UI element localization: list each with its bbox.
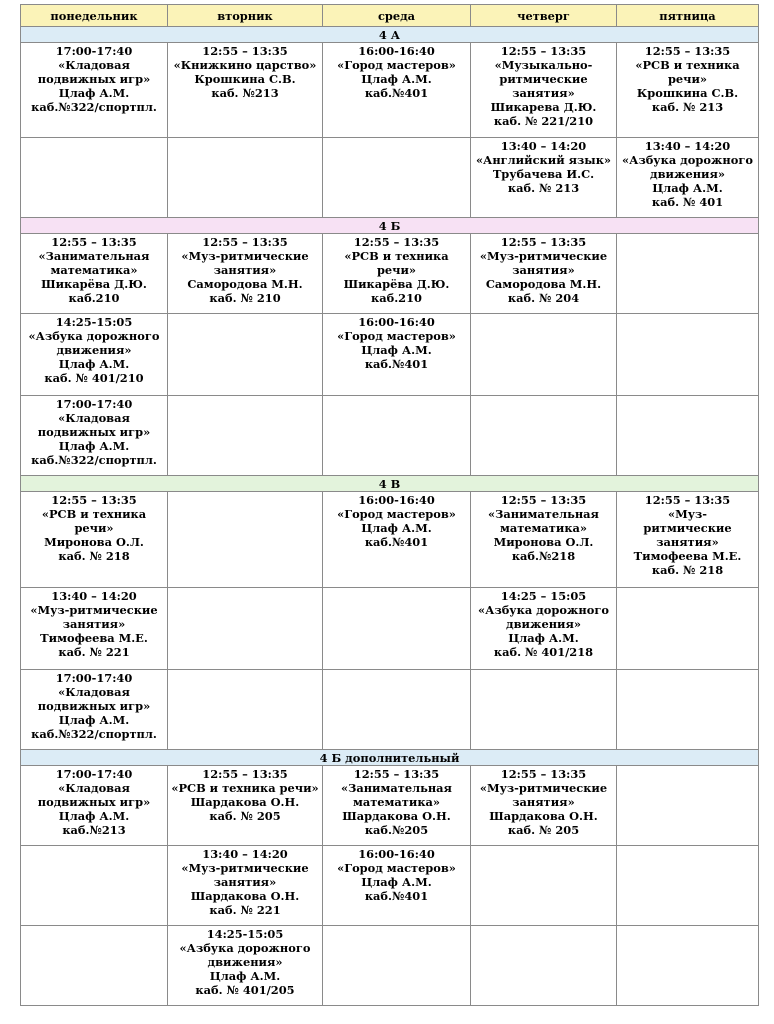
class-group-title: 4 А: [21, 27, 759, 43]
lesson-line: Тимофеева М.Е.: [633, 549, 742, 563]
lesson-line: каб.№218: [511, 549, 576, 563]
lesson-cell: [617, 43, 759, 138]
lesson-line: Шикарёва Д.Ю.: [41, 277, 147, 291]
lesson-time: 12:55 – 13:35: [500, 493, 587, 507]
lesson-cell: [323, 314, 471, 396]
empty-cell: [323, 396, 471, 476]
lesson-line: Шардакова О.Н.: [190, 889, 300, 903]
class-group-row: [21, 750, 759, 766]
lesson-time: 13:40 – 14:20: [202, 847, 288, 861]
empty-cell: [21, 846, 168, 926]
lesson-line: подвижных игр»: [37, 72, 151, 86]
lesson-line: занятия»: [512, 795, 575, 809]
lesson-line: каб.№322/спортпл.: [31, 100, 157, 114]
lesson-line: речи»: [376, 263, 417, 277]
empty-cell: [168, 670, 323, 750]
lesson-line: «Город мастеров»: [337, 861, 456, 875]
lesson-line: каб. № 205: [507, 823, 580, 837]
lesson-line: Самородова М.Н.: [485, 277, 602, 291]
lesson-time: 12:55 – 13:35: [202, 767, 288, 781]
lesson-line: Цлаф А.М.: [58, 439, 130, 453]
lesson-line: подвижных игр»: [37, 425, 151, 439]
lesson-cell: [21, 766, 168, 846]
lesson-line: Шардакова О.Н.: [342, 809, 451, 823]
lesson-line: «Занимательная: [38, 249, 150, 263]
lesson-line: движения»: [207, 955, 283, 969]
lesson-line: подвижных игр»: [37, 795, 151, 809]
lesson-line: «РСВ и техника речи»: [171, 781, 319, 795]
lesson-line: каб.№401: [364, 86, 429, 100]
lesson-line: каб. № 210: [209, 291, 281, 305]
empty-cell: [617, 234, 759, 314]
lesson-row: [21, 396, 759, 476]
lesson-cell: [21, 492, 168, 588]
lesson-line: Миронова О.Л.: [44, 535, 144, 549]
lesson-cell: [168, 846, 323, 926]
lesson-line: математика»: [50, 263, 138, 277]
lesson-line: движения»: [505, 617, 582, 631]
lesson-cell: [21, 588, 168, 670]
lesson-line: движения»: [649, 167, 726, 181]
lesson-line: каб.№401: [364, 889, 429, 903]
day-header-thursday: четверг: [471, 5, 617, 27]
lesson-time: 12:55 – 13:35: [202, 235, 288, 249]
empty-cell: [617, 670, 759, 750]
lesson-line: занятия»: [656, 535, 719, 549]
empty-cell: [323, 926, 471, 1006]
lesson-line: каб.№401: [364, 535, 429, 549]
lesson-cell: [617, 138, 759, 218]
lesson-line: движения»: [56, 343, 132, 357]
lesson-line: Крошкина С.В.: [194, 72, 296, 86]
lesson-line: Цлаф А.М.: [58, 357, 130, 371]
empty-cell: [323, 670, 471, 750]
lesson-line: «Муз-ритмические: [181, 861, 309, 875]
lesson-line: «Книжкино царство»: [173, 58, 317, 72]
lesson-cell: [323, 492, 471, 588]
lesson-line: Тимофеева М.Е.: [40, 631, 148, 645]
lesson-cell: [21, 234, 168, 314]
empty-cell: [617, 396, 759, 476]
lesson-row: [21, 492, 759, 588]
lesson-line: Шардакова О.Н.: [489, 809, 598, 823]
lesson-line: «Азбука дорожного: [622, 153, 753, 167]
lesson-line: речи»: [667, 72, 708, 86]
empty-cell: [617, 926, 759, 1006]
lesson-line: «Город мастеров»: [337, 329, 456, 343]
lesson-row: [21, 588, 759, 670]
lesson-cell: [21, 396, 168, 476]
lesson-cell: [323, 846, 471, 926]
lesson-line: каб. № 401/205: [195, 983, 295, 997]
lesson-row: [21, 314, 759, 396]
class-group-row: [21, 27, 759, 43]
lesson-line: каб.№401: [364, 357, 429, 371]
lesson-line: каб.№322/спортпл.: [31, 727, 157, 741]
lesson-line: Крошкина С.В.: [636, 86, 739, 100]
lesson-line: занятия»: [512, 86, 575, 100]
lesson-line: занятия»: [62, 617, 126, 631]
lesson-line: каб. № 204: [507, 291, 580, 305]
lesson-line: каб. № 218: [651, 563, 724, 577]
lesson-line: каб. № 213: [651, 100, 724, 114]
lesson-line: каб. № 205: [209, 809, 281, 823]
empty-cell: [471, 396, 617, 476]
lesson-line: Трубачева И.С.: [492, 167, 595, 181]
lesson-line: каб. № 213: [507, 181, 580, 195]
lesson-time: 12:55 – 13:35: [500, 767, 587, 781]
empty-cell: [168, 492, 323, 588]
lesson-line: «Азбука дорожного: [478, 603, 609, 617]
lesson-line: «Муз-: [667, 507, 708, 521]
empty-cell: [168, 314, 323, 396]
lesson-line: ритмические: [643, 521, 732, 535]
day-header-wednesday: среда: [323, 5, 471, 27]
lesson-row: [21, 926, 759, 1006]
lesson-line: «Английский язык»: [475, 153, 612, 167]
lesson-cell: [471, 234, 617, 314]
lesson-line: Цлаф А.М.: [361, 875, 432, 889]
lesson-line: подвижных игр»: [37, 699, 151, 713]
lesson-line: «Кладовая: [58, 58, 130, 72]
lesson-line: каб. № 401/218: [493, 645, 594, 659]
lesson-row: [21, 138, 759, 218]
lesson-time: 16:00-16:40: [358, 44, 435, 58]
lesson-time: 17:00-17:40: [55, 397, 133, 411]
lesson-line: Шикарёва Д.Ю.: [343, 277, 450, 291]
class-group-row: [21, 218, 759, 234]
empty-cell: [168, 396, 323, 476]
lesson-cell: [168, 43, 323, 138]
lesson-line: каб. № 401/210: [44, 371, 144, 385]
lesson-line: «Азбука дорожного: [28, 329, 160, 343]
empty-cell: [471, 314, 617, 396]
lesson-line: ритмические: [499, 72, 588, 86]
lesson-cell: [471, 492, 617, 588]
empty-cell: [617, 766, 759, 846]
empty-cell: [471, 670, 617, 750]
lesson-line: Шардакова О.Н.: [190, 795, 300, 809]
lesson-line: Цлаф А.М.: [361, 343, 432, 357]
lesson-line: «РСВ и техника: [635, 58, 740, 72]
lesson-cell: [21, 670, 168, 750]
empty-cell: [617, 314, 759, 396]
lesson-line: каб.№322/спортпл.: [31, 453, 157, 467]
lesson-row: [21, 766, 759, 846]
lesson-line: «Муз-ритмические: [479, 781, 608, 795]
lesson-time: 12:55 – 13:35: [500, 235, 587, 249]
lesson-line: занятия»: [213, 875, 277, 889]
lesson-time: 14:25-15:05: [206, 927, 284, 941]
lesson-time: 12:55 – 13:35: [644, 44, 731, 58]
lesson-line: «Муз-ритмические: [479, 249, 608, 263]
class-group-title: 4 Б: [21, 218, 759, 234]
lesson-time: 17:00-17:40: [55, 671, 133, 685]
empty-cell: [617, 588, 759, 670]
lesson-line: Шикарева Д.Ю.: [490, 100, 597, 114]
lesson-time: 13:40 – 14:20: [500, 139, 587, 153]
lesson-line: каб. № 221: [209, 903, 281, 917]
lesson-row: [21, 846, 759, 926]
lesson-line: Миронова О.Л.: [493, 535, 594, 549]
lesson-line: каб.210: [68, 291, 120, 305]
lesson-line: занятия»: [213, 263, 277, 277]
lesson-cell: [323, 766, 471, 846]
lesson-line: Цлаф А.М.: [58, 713, 130, 727]
lesson-time: 16:00-16:40: [358, 493, 435, 507]
lesson-time: 14:25 – 15:05: [500, 589, 587, 603]
lesson-line: каб. №213: [211, 86, 279, 100]
class-group-row: [21, 476, 759, 492]
lesson-line: математика»: [352, 795, 441, 809]
empty-cell: [323, 588, 471, 670]
lesson-line: «Муз-ритмические: [30, 603, 158, 617]
lesson-cell: [168, 926, 323, 1006]
lesson-line: «Кладовая: [58, 685, 130, 699]
empty-cell: [168, 588, 323, 670]
schedule-table: [20, 4, 759, 1006]
lesson-row: [21, 670, 759, 750]
lesson-line: «Занимательная: [341, 781, 452, 795]
lesson-line: речи»: [74, 521, 114, 535]
lesson-time: 14:25-15:05: [55, 315, 133, 329]
lesson-time: 13:40 – 14:20: [644, 139, 731, 153]
lesson-time: 12:55 – 13:35: [353, 235, 440, 249]
lesson-line: «Музыкально-: [494, 58, 593, 72]
lesson-row: [21, 234, 759, 314]
lesson-cell: [617, 492, 759, 588]
lesson-cell: [21, 43, 168, 138]
lesson-time: 12:55 – 13:35: [51, 235, 137, 249]
header-row: [21, 5, 759, 27]
lesson-cell: [471, 43, 617, 138]
lesson-time: 12:55 – 13:35: [51, 493, 137, 507]
lesson-cell: [471, 138, 617, 218]
lesson-line: каб. № 221: [58, 645, 130, 659]
day-header-friday: пятница: [617, 5, 759, 27]
lesson-line: «Город мастеров»: [337, 507, 456, 521]
lesson-cell: [21, 314, 168, 396]
class-group-title: 4 В: [21, 476, 759, 492]
day-header-monday: понедельник: [21, 5, 168, 27]
lesson-line: «Город мастеров»: [337, 58, 456, 72]
lesson-line: математика»: [499, 521, 588, 535]
class-group-title: 4 Б дополнительный: [21, 750, 759, 766]
lesson-line: Цлаф А.М.: [361, 521, 432, 535]
lesson-time: 12:55 – 13:35: [202, 44, 288, 58]
lesson-line: Цлаф А.М.: [361, 72, 432, 86]
empty-cell: [168, 138, 323, 218]
lesson-line: Цлаф А.М.: [508, 631, 579, 645]
lesson-time: 12:55 – 13:35: [644, 493, 731, 507]
lesson-line: каб.№213: [62, 823, 126, 837]
lesson-cell: [168, 234, 323, 314]
lesson-line: каб.210: [371, 291, 422, 305]
schedule-body: [21, 27, 759, 1006]
lesson-line: каб.№205: [364, 823, 429, 837]
lesson-cell: [323, 43, 471, 138]
lesson-line: «РСВ и техника: [41, 507, 147, 521]
lesson-row: [21, 43, 759, 138]
lesson-cell: [323, 234, 471, 314]
empty-cell: [21, 926, 168, 1006]
lesson-time: 17:00-17:40: [55, 767, 133, 781]
lesson-line: Цлаф А.М.: [652, 181, 723, 195]
lesson-line: «Кладовая: [58, 781, 130, 795]
lesson-time: 12:55 – 13:35: [500, 44, 587, 58]
empty-cell: [323, 138, 471, 218]
lesson-cell: [168, 766, 323, 846]
empty-cell: [617, 846, 759, 926]
lesson-line: «Муз-ритмические: [181, 249, 309, 263]
lesson-time: 16:00-16:40: [358, 847, 435, 861]
empty-cell: [471, 846, 617, 926]
lesson-line: Цлаф А.М.: [209, 969, 281, 983]
empty-cell: [471, 926, 617, 1006]
lesson-time: 17:00-17:40: [55, 44, 133, 58]
lesson-line: «Азбука дорожного: [179, 941, 311, 955]
lesson-time: 13:40 – 14:20: [51, 589, 137, 603]
lesson-line: каб. № 221/210: [493, 114, 594, 128]
lesson-cell: [471, 588, 617, 670]
lesson-line: «Занимательная: [488, 507, 599, 521]
lesson-line: Цлаф А.М.: [58, 809, 130, 823]
lesson-time: 12:55 – 13:35: [353, 767, 440, 781]
empty-cell: [21, 138, 168, 218]
lesson-cell: [471, 766, 617, 846]
day-header-tuesday: вторник: [168, 5, 323, 27]
lesson-line: каб. № 401: [651, 195, 724, 209]
lesson-line: «Кладовая: [58, 411, 130, 425]
lesson-line: Самородова М.Н.: [187, 277, 303, 291]
lesson-line: занятия»: [512, 263, 575, 277]
lesson-time: 16:00-16:40: [358, 315, 435, 329]
lesson-line: каб. № 218: [58, 549, 130, 563]
lesson-line: Цлаф А.М.: [58, 86, 130, 100]
lesson-line: «РСВ и техника: [344, 249, 449, 263]
